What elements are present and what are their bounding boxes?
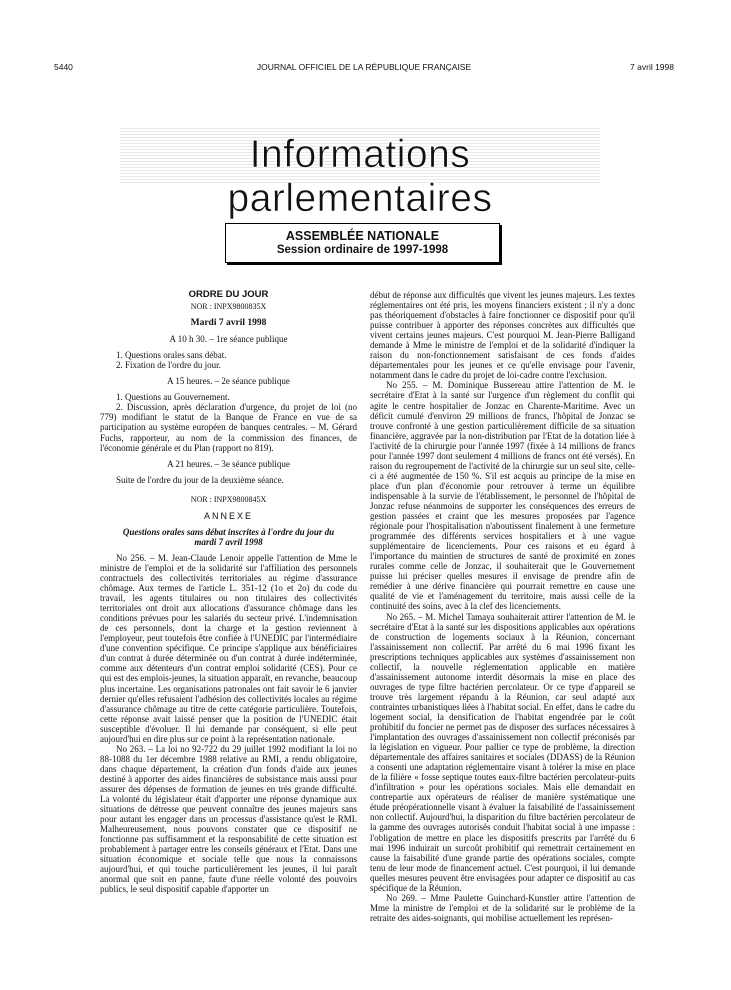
agenda-item: 2. Fixation de l'ordre du jour.	[116, 360, 221, 371]
banner-title: Informations parlementaires	[227, 133, 493, 220]
question-265: No 265. – M. Michel Tamaya souhaiterait attirer l'attention de M. le secrétaire d'Etat à la santé sur les dispositions applicables aux opérations de construction de logements sociaux à la Réunion, concernant l'assainissement non collectif. Par arrêté du 6 mai 1996 fixant les prescriptions techniques applicables aux systèmes d'assainissement non collectif, la nouvelle réglementation applicable en matière d'assainissement autonome interdit désormais la mise en place des ouvrages de type filtre bactérien percolateur. Or ce type d'appareil se trouve très largement répandu à la Réunion, car seul adapté aux contraintes urbanistiques liées à l'habitat social. En effet, dans le cadre du logement social, la densification de l'habitat engendrée par le coût prohibitif du foncier ne permet pas de disposer des surfaces nécessaires à l'implantation des ouvrages d'assainissement non collectif préconisés par la législation en vigueur. Pour pallier ce type de problème, la direction départementale des affaires sanitaires et sociales (DDASS) de la Réunion a consenti une adaptation réglementaire visant à tolérer la mise en place de la filière « fosse septique toutes eaux-filtre bactérien percolateur-puits d'infiltration » pour les opérations sociales. Mais elle demandait en contrepartie aux opérateurs de réaliser de manière systématique une étude préopérationnelle visant à évaluer la faisabilité de l'assainissement non collectif. Aujourd'hui, la disparition du filtre bactérien percolateur de la gamme des ouvrages autorisés conduit l'habitat social à une impasse : l'obligation de mettre en place les dispositifs prescrits par l'arrêté du 6 mai 1996 induirait un surcoût prohibitif qui remettrait certainement en cause la faisabilité d'une grande partie des opérations sociales, compte tenu de leur mode de financement actuel. C'est pourquoi, il lui demande quelles mesures peuvent être envisagées pour adapter ce dispositif au cas spécifique de la Réunion.	[370, 611, 635, 893]
assembly-name: ASSEMBLÉE NATIONALE	[285, 229, 440, 243]
agenda-item: Suite de l'ordre du jour de la deuxième séance.	[116, 474, 284, 485]
annex-title: Questions orales sans débat inscrites à l'ordre du jour du mardi 7 avril 1998	[122, 526, 335, 547]
publication-date: 7 avril 1998	[630, 62, 674, 72]
question-256: No 256. – M. Jean-Claude Lenoir appelle l'attention de Mme le ministre de l'emploi et de la solidarité sur l'affiliation des personnels contractuels des collectivités territoriales au régime d'assurance chômage. Aux termes de l'article L. 351-12 (1o et 2o) du code du travail, les agents titulaires ou non titulaires des collectivités territoriales ont droit aux allocations d'assurance chômage dans les conditions prévues pour les salariés du secteur privé. L'indemnisation de ces personnels, dont la charge et la gestion reviennent à l'employeur, peut toutefois être confiée à l'UNEDIC par l'intermédiaire d'une convention spécifique. Ce principe s'applique aux bénéficiaires d'un contrat à durée déterminée ou d'un contrat à durée indéterminée, comme aux détenteurs d'un contrat emploi solidarité (CES). Pour ce qui est des emplois-jeunes, la situation apparaît, en revanche, beaucoup plus incertaine. Les organisations patronales ont fait savoir le 6 janvier dernier qu'elles refusaient l'adhésion des collectivités locales au régime d'assurance chômage au titre de cette catégorie particulière. Toutefois, cette réponse avait laissé penser que la position de l'UNEDIC était susceptible d'évoluer. Il lui demande par conséquent, si elle peut aujourd'hui en dire plus sur ce point à la représentation nationale.	[100, 552, 357, 744]
session-title: Session ordinaire de 1997-1998	[276, 244, 449, 256]
page-number: 5440	[54, 62, 73, 72]
agenda-item: 1. Questions au Gouvernement.	[116, 392, 230, 403]
sitting-heading: A 15 heures. – 2e séance publique	[167, 376, 290, 387]
question-263: No 263. – La loi no 92-722 du 29 juillet 1992 modifiant la loi no 88-1088 du 1er décembre 1988 relative au RMI, a rendu obligatoire, dans chaque département, la création d'un fonds d'aide aux jeunes destiné à apporter des aides financières de subsistance mais aussi pour assurer des dépenses de formation de jeunes en très grande difficulté. La volonté du législateur était d'apporter une réponse dynamique aux situations de détresse que peuvent connaître des jeunes majeurs sans pour autant les engager dans un processus d'assistance qu'est le RMI. Malheureusement, nous pouvons constater que ce dispositif ne fonctionne pas suffisamment et la responsabilité de cette situation est probablement à partager entre les conseils généraux et l'Etat. Dans une situation économique et sociale telle que nous la connaissons aujourd'hui, et qui touche particulièrement les jeunes, il lui paraît anormal que soit en panne, faute d'une réelle volonté des pouvoirs publics, le seul dispositif capable d'apporter un	[100, 743, 357, 895]
nor-reference: NOR : INPX9800835X	[190, 302, 267, 312]
right-column	[370, 290, 635, 923]
left-column	[100, 290, 357, 894]
question-269: No 269. – Mme Paulette Guinchard-Kunstler attire l'attention de Mme la ministre de l'emploi et de la solidarité sur le problème de la retraite des aides-soignants, qui mobilise actuellement les représen-	[370, 892, 635, 923]
journal-title: JOURNAL OFFICIEL DE LA RÉPUBLIQUE FRANÇAISE	[256, 62, 472, 72]
annex-heading: ANNEXE	[203, 510, 253, 521]
session-date: Mardi 7 avril 1998	[190, 318, 267, 329]
agenda-heading: ORDRE DU JOUR	[188, 289, 269, 300]
question-263-continued: début de réponse aux difficultés que vivent les jeunes majeurs. Les textes réglementaires ont été pris, les moyens financiers existent ; il n'y a donc pas théoriquement d'obstacles à faire fonctionner ce dispositif pour qu'il puisse contribuer à apporter des réponses concrètes aux difficultés que vivent certains jeunes majeurs. C'est pourquoi M. Jean-Pierre Balligand demande à Mme le ministre de l'emploi et de la solidarité d'indiquer la raison du non-fonctionnement satisfaisant de ces fonds d'aides départementales pour les jeunes et ce qu'elle envisage pour l'avenir, notamment dans le cadre du projet de loi-cadre contre l'exclusion.	[370, 290, 635, 381]
question-255: No 255. – M. Dominique Bussereau attire l'attention de M. le secrétaire d'Etat à la santé sur l'urgence d'un règlement du conflit qui agite le centre hospitalier de Jonzac en Charente-Maritime. Avec un déficit cumulé d'environ 29 millions de francs, l'hôpital de Jonzac se trouve confronté à une gestion particulièrement difficile de sa situation financière, aggravée par la non-distribution par l'Etat de la dotation liée à l'activité de la chirurgie pour l'année 1997 (fixée à 14 millions de francs pour l'année 1997 dont seulement 4 millions de francs ont été versés). En raison du regroupement de l'activité de la chirurgie sur un seul site, celle-ci a été augmentée de 150 %. S'il est acquis au principe de la mise en place d'un plan d'économie pour retrouver à terme un équilibre indispensable à la survie de l'établissement, le personnel de l'hôpital de Jonzac refuse néanmoins de supporter les conséquences des erreurs de gestion passées et craint que les mesures proposées par l'agence régionale pour l'hospitalisation n'aboutissent finalement à une fermeture programmée des différents services hospitaliers et à une vague supplémentaire de licenciements. Pour ces raisons et eu égard à l'importance du maintien de structures de santé de proximité en zones rurales comme celle de Jonzac, il souhaiterait que le Gouvernement puisse lui préciser quelles mesures il envisage de prendre afin de remédier à une dérive financière qui pourrait remettre en cause une qualité de vie et l'aménagement du territoire, mais aussi celle de la continuité des soins, avec à la clef des licenciements.	[370, 380, 635, 612]
agenda-item: 1. Questions orales sans débat.	[116, 350, 227, 361]
sitting-heading: A 21 heures. – 3e séance publique	[167, 458, 290, 469]
sitting-heading: A 10 h 30. – 1re séance publique	[169, 334, 288, 345]
agenda-item: 2. Discussion, après déclaration d'urgence, du projet de loi (no 779) modifiant le statut de la Banque de France en vue de sa participation au système européen de banques centrales. – M. Gérard Fuchs, rapporteur, au nom de la commission des finances, de l'économie générale et du Plan (rapport no 819).	[100, 402, 357, 453]
assembly-box	[225, 223, 500, 263]
nor-reference: NOR : INPX9800845X	[190, 494, 267, 504]
